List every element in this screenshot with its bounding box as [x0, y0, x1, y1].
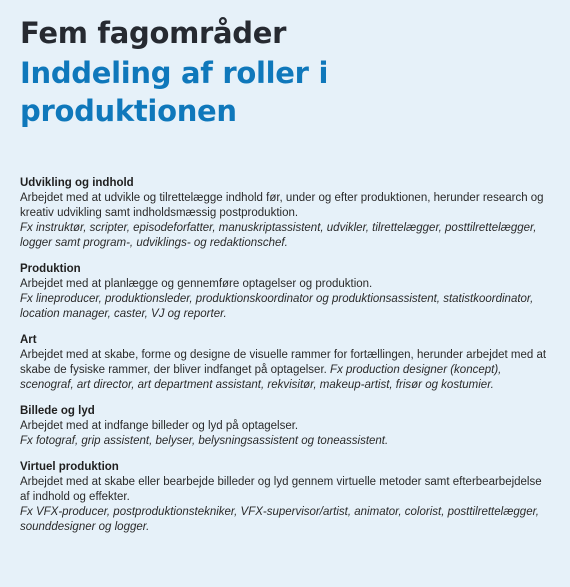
section-examples: Fx VFX-producer, postproduktionstekniker, VFX-supervisor/artist, animator, colorist, posttilrettelægger, sounddesigner og logger.: [20, 506, 539, 533]
section-heading: Udvikling og indhold: [20, 177, 134, 189]
section-heading: Billede og lyd: [20, 405, 95, 417]
section-billede-og-lyd: [20, 404, 550, 449]
section-description-text: Arbejdet med at skabe, forme og designe de visuelle rammer for fortællingen, herunder arbejdet med at skabe de fysiske rammer, der bliver indfanget på optagelser.: [20, 349, 547, 376]
section-examples: Fx production designer (koncept), scenograf, art director, art department assistant, rekvisitør, makeup-artist, frisør og kostumier.: [20, 364, 502, 391]
section-heading: Art: [20, 334, 37, 346]
section-description: Arbejdet med at planlægge og gennemføre optagelser og produktion.: [20, 278, 373, 290]
section-heading: Virtuel produktion: [20, 461, 119, 473]
page-title: Fem fagområder: [20, 16, 287, 50]
section-virtuel-produktion: [20, 460, 550, 535]
section-examples: Fx lineproducer, produktionsleder, produktionskoordinator og produktionsassistent, statistkoordinator, location manager, caster, VJ og reporter.: [20, 293, 534, 320]
section-description: Arbejdet med at skabe eller bearbejde billeder og lyd gennem virtuelle metoder samt efterbearbejdelse af indhold og effekter.: [20, 476, 542, 503]
section-description: Arbejdet med at indfange billeder og lyd på optagelser.: [20, 420, 299, 432]
section-produktion: [20, 262, 550, 322]
section-description: Arbejdet med at udvikle og tilrettelægge indhold før, under og efter produktionen, herunder research og kreativ udvikling samt indholdsmæssig postproduktion.: [20, 192, 544, 219]
section-description: [20, 348, 550, 393]
section-examples: Fx instruktør, scripter, episodeforfatter, manuskriptassistent, udvikler, tilrettelægger, posttilrettelægger, logger samt program-, udviklings- og redaktionschef.: [20, 222, 537, 249]
section-art: [20, 333, 550, 393]
section-heading: Produktion: [20, 263, 81, 275]
page-subtitle: Inddeling af roller i produktionen: [20, 56, 329, 128]
section-udvikling: [20, 176, 550, 251]
section-examples: Fx fotograf, grip assistent, belyser, belysningsassistent og toneassistent.: [20, 435, 389, 447]
role-sections: [20, 176, 550, 535]
